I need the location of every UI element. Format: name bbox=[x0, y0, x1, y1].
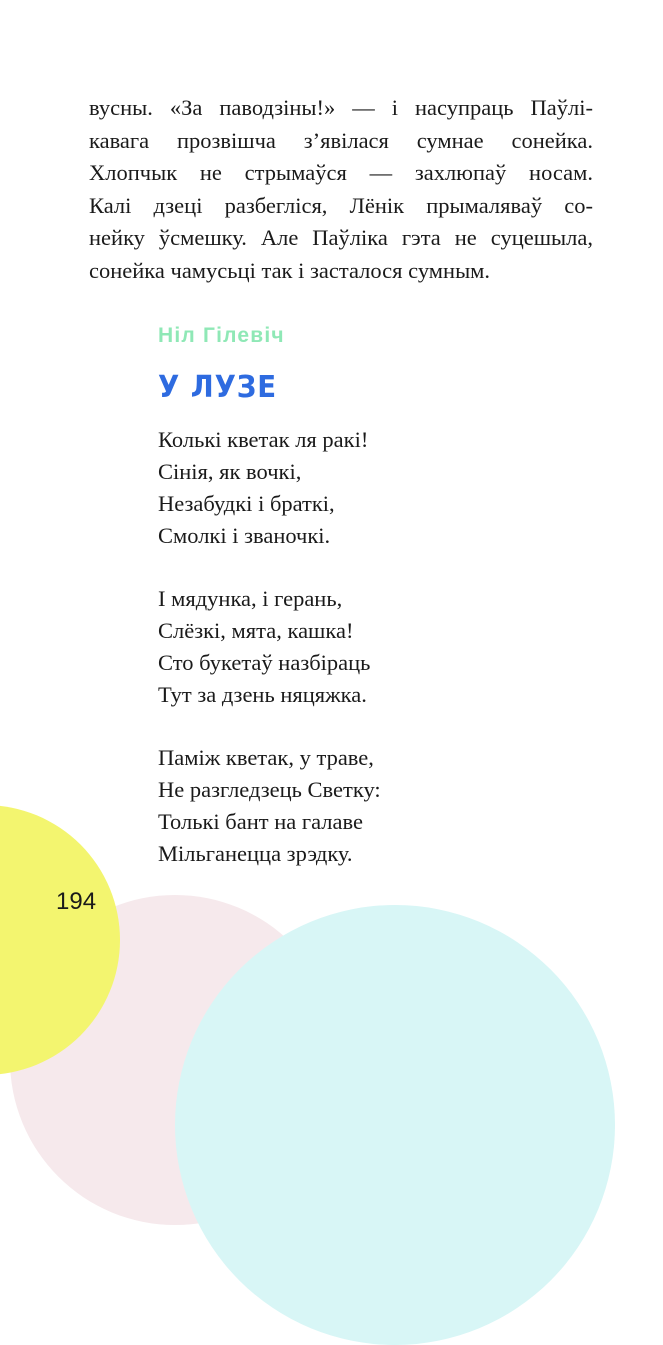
poem-line: Тут за дзень няцяжка. bbox=[158, 682, 367, 707]
poem-line: Толькі бант на галаве bbox=[158, 809, 363, 834]
prose-line: кавага прозвішча з’явілася сумнае сонейка. bbox=[89, 127, 593, 153]
poem-line: Незабудкі і браткі, bbox=[158, 491, 335, 516]
poem-stanza bbox=[158, 583, 381, 711]
prose-line: нейку ўсмешку. Але Паўліка гэта не суцешыла, bbox=[89, 225, 593, 251]
prose-line: Хлопчык не стрымаўся — захлюпаў носам. bbox=[89, 160, 593, 186]
prose-line: вусны. «За паводзіны!» — і насупраць Паўлі- bbox=[89, 95, 593, 120]
decorative-cyan-circle bbox=[175, 905, 615, 1345]
poem-stanza bbox=[158, 424, 381, 552]
prose-line: Калі дзеці разбегліся, Лёнік прымаляваў со- bbox=[89, 192, 593, 218]
poem-line: Паміж кветак, у траве, bbox=[158, 745, 374, 770]
page-number: 194 bbox=[56, 888, 97, 915]
poem-line: Смолкі і званочкі. bbox=[158, 523, 331, 548]
poem-title: У ЛУЗЕ bbox=[158, 370, 278, 405]
poem-line: Колькі кветак ля ракі! bbox=[158, 427, 369, 452]
prose-line: сонейка чамусьці так і засталося сумным. bbox=[89, 257, 491, 283]
prose-paragraph bbox=[89, 92, 593, 288]
poem-line: Не разгледзець Светку: bbox=[158, 777, 381, 802]
poem-body bbox=[158, 424, 381, 901]
poem-line: Слёзкі, мята, кашка! bbox=[158, 618, 354, 643]
poem-stanza bbox=[158, 742, 381, 870]
poem-author: Ніл Гілевіч bbox=[158, 324, 285, 347]
poem-line: Сто букетаў назбіраць bbox=[158, 650, 371, 675]
poem-line: Мільганецца зрэдку. bbox=[158, 841, 353, 866]
poem-line: Сінія, як вочкі, bbox=[158, 459, 302, 484]
poem-line: І мядунка, і герань, bbox=[158, 586, 343, 611]
